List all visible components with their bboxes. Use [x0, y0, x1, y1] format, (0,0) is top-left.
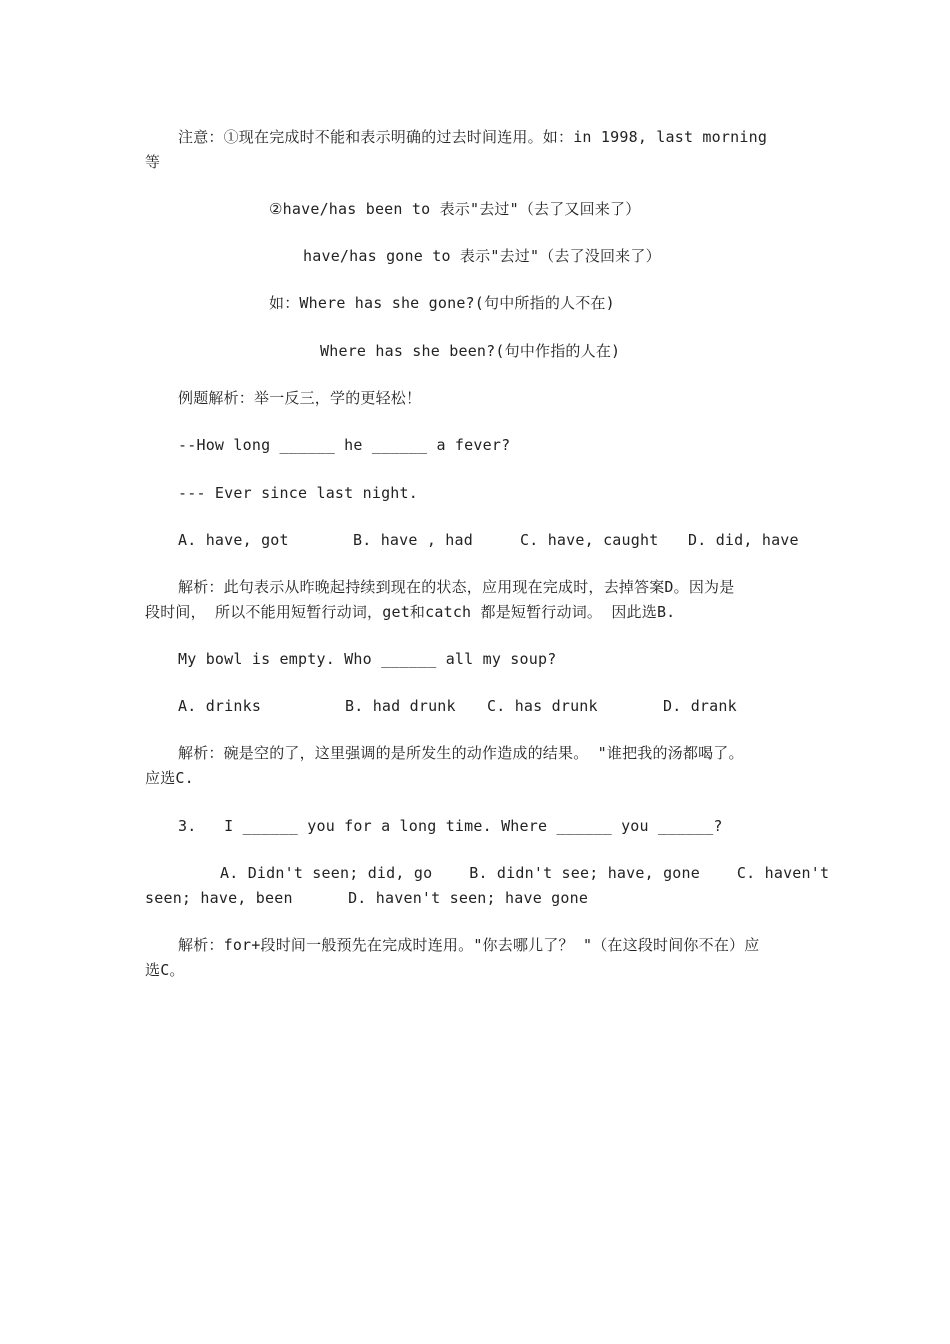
q1-option-a: A. have, got: [178, 531, 289, 549]
q1-option-b: B. have , had: [353, 531, 473, 549]
note-example-been: Where has she been?(句中作指的人在): [320, 342, 621, 360]
q2-question: My bowl is empty. Who ______ all my soup?: [178, 650, 557, 668]
q3-analysis-line-1: 解析：for+段时间一般预先在完成时连用。"你去哪儿了？ "（在这段时间你不在）应: [178, 936, 760, 954]
q3-options-line-1: A. Didn't seen; did, go B. didn't see; have, gone C. haven't: [220, 864, 830, 882]
q2-analysis-line-1: 解析：碗是空的了，这里强调的是所发生的动作造成的结果。 "谁把我的汤都喝了。: [178, 744, 744, 762]
q1-analysis-line-1: 解析：此句表示从昨晚起持续到现在的状态，应用现在完成时，去掉答案D。因为是: [178, 578, 735, 596]
q1-option-c: C. have, caught: [520, 531, 659, 549]
note-line-2: ②have/has been to 表示"去过"（去了又回来了）: [269, 200, 641, 218]
q3-options-line-2: seen; have, been D. haven't seen; have gone: [145, 889, 589, 907]
q1-option-d: D. did, have: [688, 531, 799, 549]
q2-option-a: A. drinks: [178, 697, 262, 715]
q2-option-c: C. has drunk: [487, 697, 598, 715]
q2-option-d: D. drank: [663, 697, 737, 715]
note-line-1: 注意：①现在完成时不能和表示明确的过去时间连用。如：in 1998, last morning: [178, 128, 768, 146]
note-example-gone: 如：Where has she gone?(句中所指的人不在): [269, 294, 615, 312]
note-line-3: have/has gone to 表示"去过"（去了没回来了）: [303, 247, 661, 265]
q3-question: 3. I ______ you for a long time. Where ______ you ______?: [178, 817, 723, 835]
q3-analysis-line-2: 选C。: [145, 961, 185, 979]
q1-question: --How long ______ he ______ a fever?: [178, 436, 511, 454]
q2-option-b: B. had drunk: [345, 697, 456, 715]
q2-analysis-line-2: 应选C.: [145, 769, 194, 787]
note-line-1-continued: 等: [145, 153, 161, 171]
examples-heading: 例题解析：举一反三，学的更轻松！: [178, 389, 422, 407]
q1-answer-line: --- Ever since last night.: [178, 484, 418, 502]
q1-analysis-line-2: 段时间， 所以不能用短暂行动词，get和catch 都是短暂行动词。 因此选B.: [145, 603, 676, 621]
